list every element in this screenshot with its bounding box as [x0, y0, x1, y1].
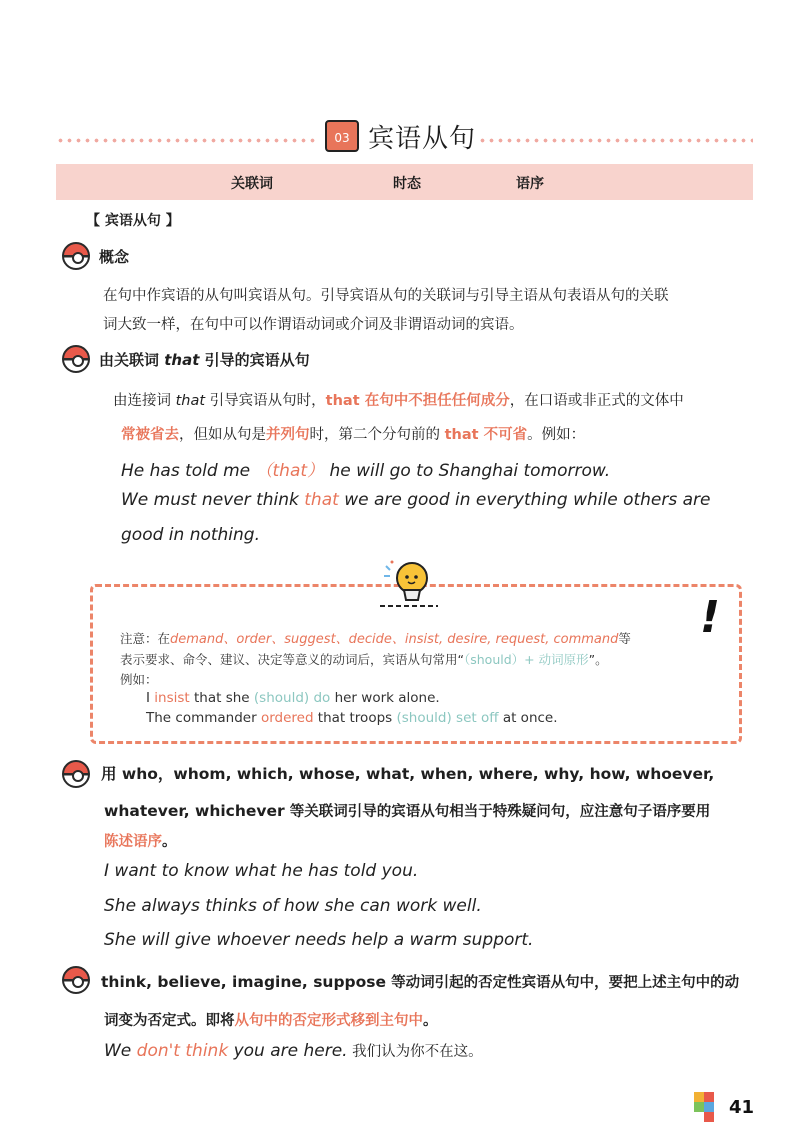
highlight-text: 陈述语序: [104, 834, 162, 850]
wh-line-1: [101, 762, 714, 784]
text: we are good in everything while others are: [338, 490, 711, 510]
text: ，但如从句是: [179, 427, 266, 443]
pokeball-icon: [62, 760, 90, 788]
that-paragraph-line-2: [121, 423, 585, 444]
text: 等: [618, 631, 631, 646]
that-example-2: [121, 490, 711, 510]
note-line-2: [120, 650, 608, 668]
highlight-text: （that）: [255, 461, 325, 481]
text: at once.: [498, 710, 558, 726]
highlight-text: don't think: [136, 1041, 229, 1061]
neg-line-2: [104, 1009, 438, 1030]
wh-line-2: [104, 800, 710, 821]
text: her work alone.: [330, 690, 440, 706]
highlight-text: that: [304, 490, 339, 510]
wh-line-3: [104, 830, 177, 851]
wh-example-2: She always thinks of how she can work well.: [104, 896, 482, 916]
that-paragraph-line-1: [113, 389, 684, 410]
text: 。例如：: [527, 427, 586, 443]
highlight-text: insist: [154, 690, 190, 706]
that-heading-word: that: [164, 351, 200, 369]
wh-example-1: I want to know what he has told you.: [104, 861, 419, 881]
exclamation-mark: !: [700, 592, 721, 643]
neg-line-1: [101, 971, 739, 992]
lightbulb-icon: [378, 556, 438, 616]
text: that she: [189, 690, 254, 706]
text: 等关联词引导的宾语从句相当于特殊疑问句，应注意句子语序要用: [284, 804, 711, 820]
pokeball-icon: [62, 242, 90, 270]
text: ”。: [588, 652, 608, 667]
header-col-tense: 时态: [393, 176, 421, 192]
highlight-text: 并列句: [266, 427, 310, 443]
title-dots-left: [56, 138, 318, 143]
page-title: 宾语从句: [368, 124, 477, 154]
that-heading: [99, 349, 310, 370]
that-example-1: [121, 456, 610, 481]
text: 表示要求、命令、建议、决定等意义的动词后，宾语从句常用“: [120, 652, 464, 667]
note-example-2: [146, 710, 558, 726]
note-example-1: [146, 690, 440, 706]
pokeball-icon: [62, 345, 90, 373]
text: 用: [101, 765, 122, 783]
text: you are here.: [228, 1041, 348, 1061]
that-heading-post: 引导的宾语从句: [199, 351, 310, 369]
text: 。: [162, 834, 177, 850]
text: who，whom, which, whose, what, when, where, why, how, whoever,: [121, 765, 715, 783]
title-dots-right: [478, 138, 753, 143]
text: he will go to Shanghai tomorrow.: [324, 461, 611, 481]
text: 由连接词: [113, 393, 176, 409]
topic-header-bar: [56, 164, 753, 200]
highlight-text: (should) do: [253, 690, 331, 706]
text: 注意：在: [120, 631, 171, 646]
header-col-word-order: 语序: [516, 176, 544, 192]
highlight-text: (should) set off: [396, 710, 499, 726]
highlight-text: ordered: [260, 710, 314, 726]
header-col-conjunction: 关联词: [231, 176, 273, 192]
text: whatever, whichever: [104, 802, 285, 820]
text: 词变为否定式。即将: [104, 1013, 235, 1029]
note-line-3: 例如：: [120, 672, 158, 687]
note-line-1: [120, 628, 631, 647]
section-number-badge: 03: [325, 120, 359, 152]
highlight-text: that 在句中不担任任何成分: [325, 393, 510, 409]
that-heading-pre: 由关联词: [99, 351, 165, 369]
concept-heading: 概念: [99, 248, 130, 266]
text: We must never think: [121, 490, 305, 510]
text: 等动词引起的否定性宾语从句中，要把上述主句中的动: [386, 975, 740, 991]
text: think, believe, imagine, suppose: [101, 973, 387, 991]
text: We: [104, 1041, 137, 1061]
highlight-text: （should）+ 动词原形: [463, 652, 589, 667]
highlight-text: demand、order、suggest、decide、insist, desire, request, command: [170, 632, 619, 647]
text: 我们认为你不在这。: [347, 1044, 483, 1060]
text: 引导宾语从句时，: [205, 393, 326, 409]
pokeball-icon: [62, 966, 90, 994]
text: I: [146, 690, 155, 706]
text: He has told me: [121, 461, 256, 481]
text: that troops: [313, 710, 397, 726]
text: that: [175, 393, 206, 409]
publisher-logo-icon: [692, 1090, 722, 1124]
neg-example: [104, 1040, 483, 1061]
page-number: 41: [729, 1097, 755, 1118]
text: 时，第二个分句前的: [309, 427, 445, 443]
text: ，在口语或非正式的文体中: [509, 393, 684, 409]
concept-line-2: 词大致一样，在句中可以作谓语动词或介词及非谓语动词的宾语。: [103, 317, 524, 333]
highlight-text: 从句中的否定形式移到主句中: [234, 1013, 423, 1029]
wh-example-3: She will give whoever needs help a warm support.: [104, 930, 534, 950]
section-label: 【 宾语从句 】: [86, 213, 180, 229]
that-example-3: good in nothing.: [121, 525, 260, 545]
highlight-text: 常被省去: [121, 427, 179, 443]
concept-line-1: 在句中作宾语的从句叫宾语从句。引导宾语从句的关联词与引导主语从句表语从句的关联: [103, 288, 669, 304]
text: 。: [423, 1013, 438, 1029]
text: The commander: [146, 710, 261, 726]
highlight-text: that 不可省: [444, 427, 528, 443]
